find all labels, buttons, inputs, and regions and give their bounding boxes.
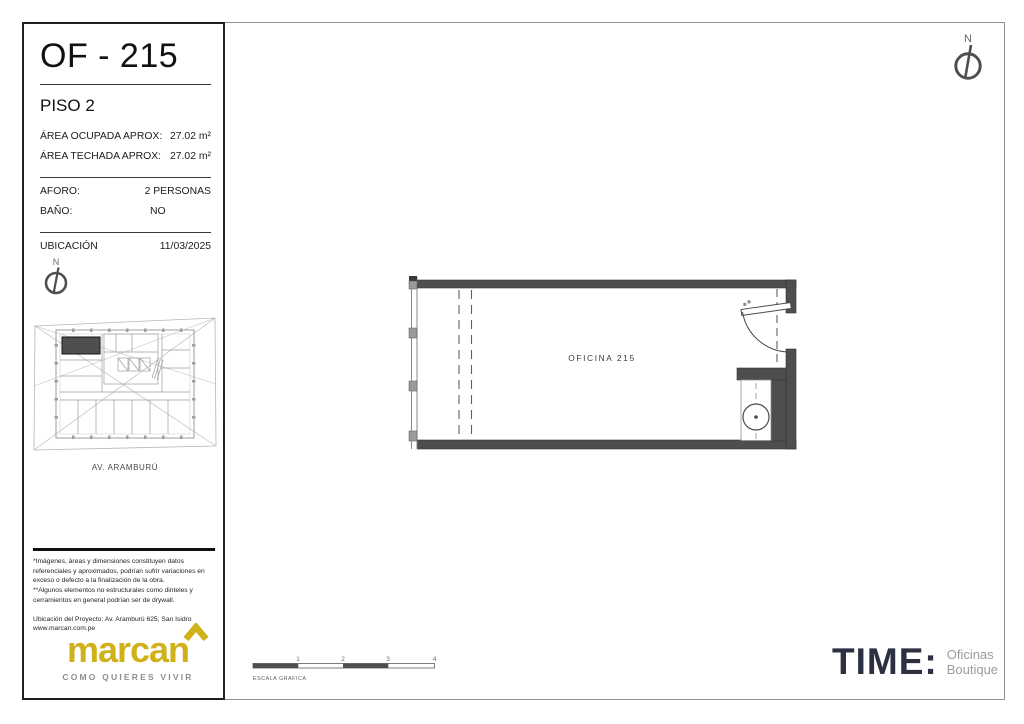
- bano-label: BAÑO:: [40, 206, 73, 218]
- marcan-wordmark-text: marcan: [66, 629, 190, 670]
- wall-right-lower: [786, 349, 796, 449]
- scale-mark: 4: [432, 656, 437, 663]
- time-subtitle: [947, 648, 998, 678]
- area-ocupada-label: ÁREA OCUPADA APROX:: [40, 131, 163, 143]
- wall-niche-side: [771, 380, 786, 441]
- door: [740, 295, 791, 352]
- service-niche: [741, 380, 771, 441]
- scale-mark: 1: [296, 656, 300, 663]
- section-divider: [40, 177, 211, 178]
- spec-rows: [40, 131, 211, 261]
- area-techada-value: 27.02 m²: [169, 151, 211, 163]
- ubicacion-label: UBICACIÓN: [40, 241, 98, 253]
- bano-value: NO: [150, 206, 166, 218]
- project-location: Ubicación del Proyecto: Av. Aramburú 625, San Isidro: [33, 615, 192, 623]
- spec-row-area-ocupada: [40, 131, 211, 151]
- marcan-caret-icon: [183, 623, 209, 641]
- wall-bottom: [418, 440, 797, 449]
- unit-info-block: [40, 38, 211, 261]
- floor-plan: [405, 268, 805, 454]
- disclaimer-note-2: **Algunos elementos no estructurales como dinteles y cerramientos en general podrían ser de drywall.: [33, 587, 193, 604]
- title-divider: [40, 84, 211, 85]
- street-label: AV. ARAMBURÚ: [91, 463, 159, 472]
- marcan-wordmark: [66, 629, 190, 670]
- aforo-label: AFORO:: [40, 186, 80, 198]
- spec-row-bano: [40, 206, 211, 226]
- scale-bar: [246, 650, 446, 684]
- north-icon: [38, 254, 74, 304]
- time-wordmark: TIME:: [832, 641, 938, 682]
- marcan-logo: [48, 629, 208, 682]
- area-ocupada-value: 27.02 m²: [169, 131, 211, 143]
- aforo-value: 2 PERSONAS: [144, 186, 211, 198]
- north-letter: N: [964, 33, 972, 45]
- time-subtitle-line1: Oficinas: [946, 647, 994, 662]
- room-label: OFICINA 215: [568, 353, 636, 363]
- time-subtitle-line2: Boutique: [946, 661, 999, 677]
- info-sidebar: [22, 22, 225, 700]
- ubicacion-value: 11/03/2025: [159, 241, 211, 253]
- curtain-wall-facade: [409, 276, 417, 449]
- wall-top: [418, 280, 797, 288]
- highlighted-unit-location: [62, 337, 100, 354]
- spec-row-aforo: [40, 186, 211, 206]
- north-letter: N: [52, 257, 60, 267]
- disclaimer-note-1: *Imágenes, áreas y dimensiones constituyen datos referenciales y aproximados, podrían sufrir variaciones en exceso o defecto a la finalización de la obra.: [33, 558, 205, 585]
- spec-row-area-techada: [40, 151, 211, 171]
- floor-label: PISO 2: [40, 96, 95, 116]
- door-swing-arc: [743, 312, 791, 352]
- website: www.marcan.com.pe: [33, 625, 96, 633]
- key-plan-drawing: [32, 314, 218, 454]
- office-title: OF - 215: [40, 37, 179, 75]
- area-techada-label: ÁREA TECHADA APROX:: [40, 151, 162, 163]
- scale-mark: 2: [341, 656, 345, 663]
- disclaimer-block: [33, 548, 215, 634]
- wall-niche-top: [737, 368, 786, 380]
- time-logo: [832, 641, 999, 682]
- section-divider: [40, 232, 211, 233]
- scale-bar-label: ESCALA GRAFICA: [253, 676, 307, 682]
- scale-mark: 3: [386, 656, 390, 663]
- marcan-tagline: COMO QUIERES VIVIR: [62, 672, 194, 682]
- key-plan: [32, 314, 218, 472]
- north-icon: [946, 30, 990, 88]
